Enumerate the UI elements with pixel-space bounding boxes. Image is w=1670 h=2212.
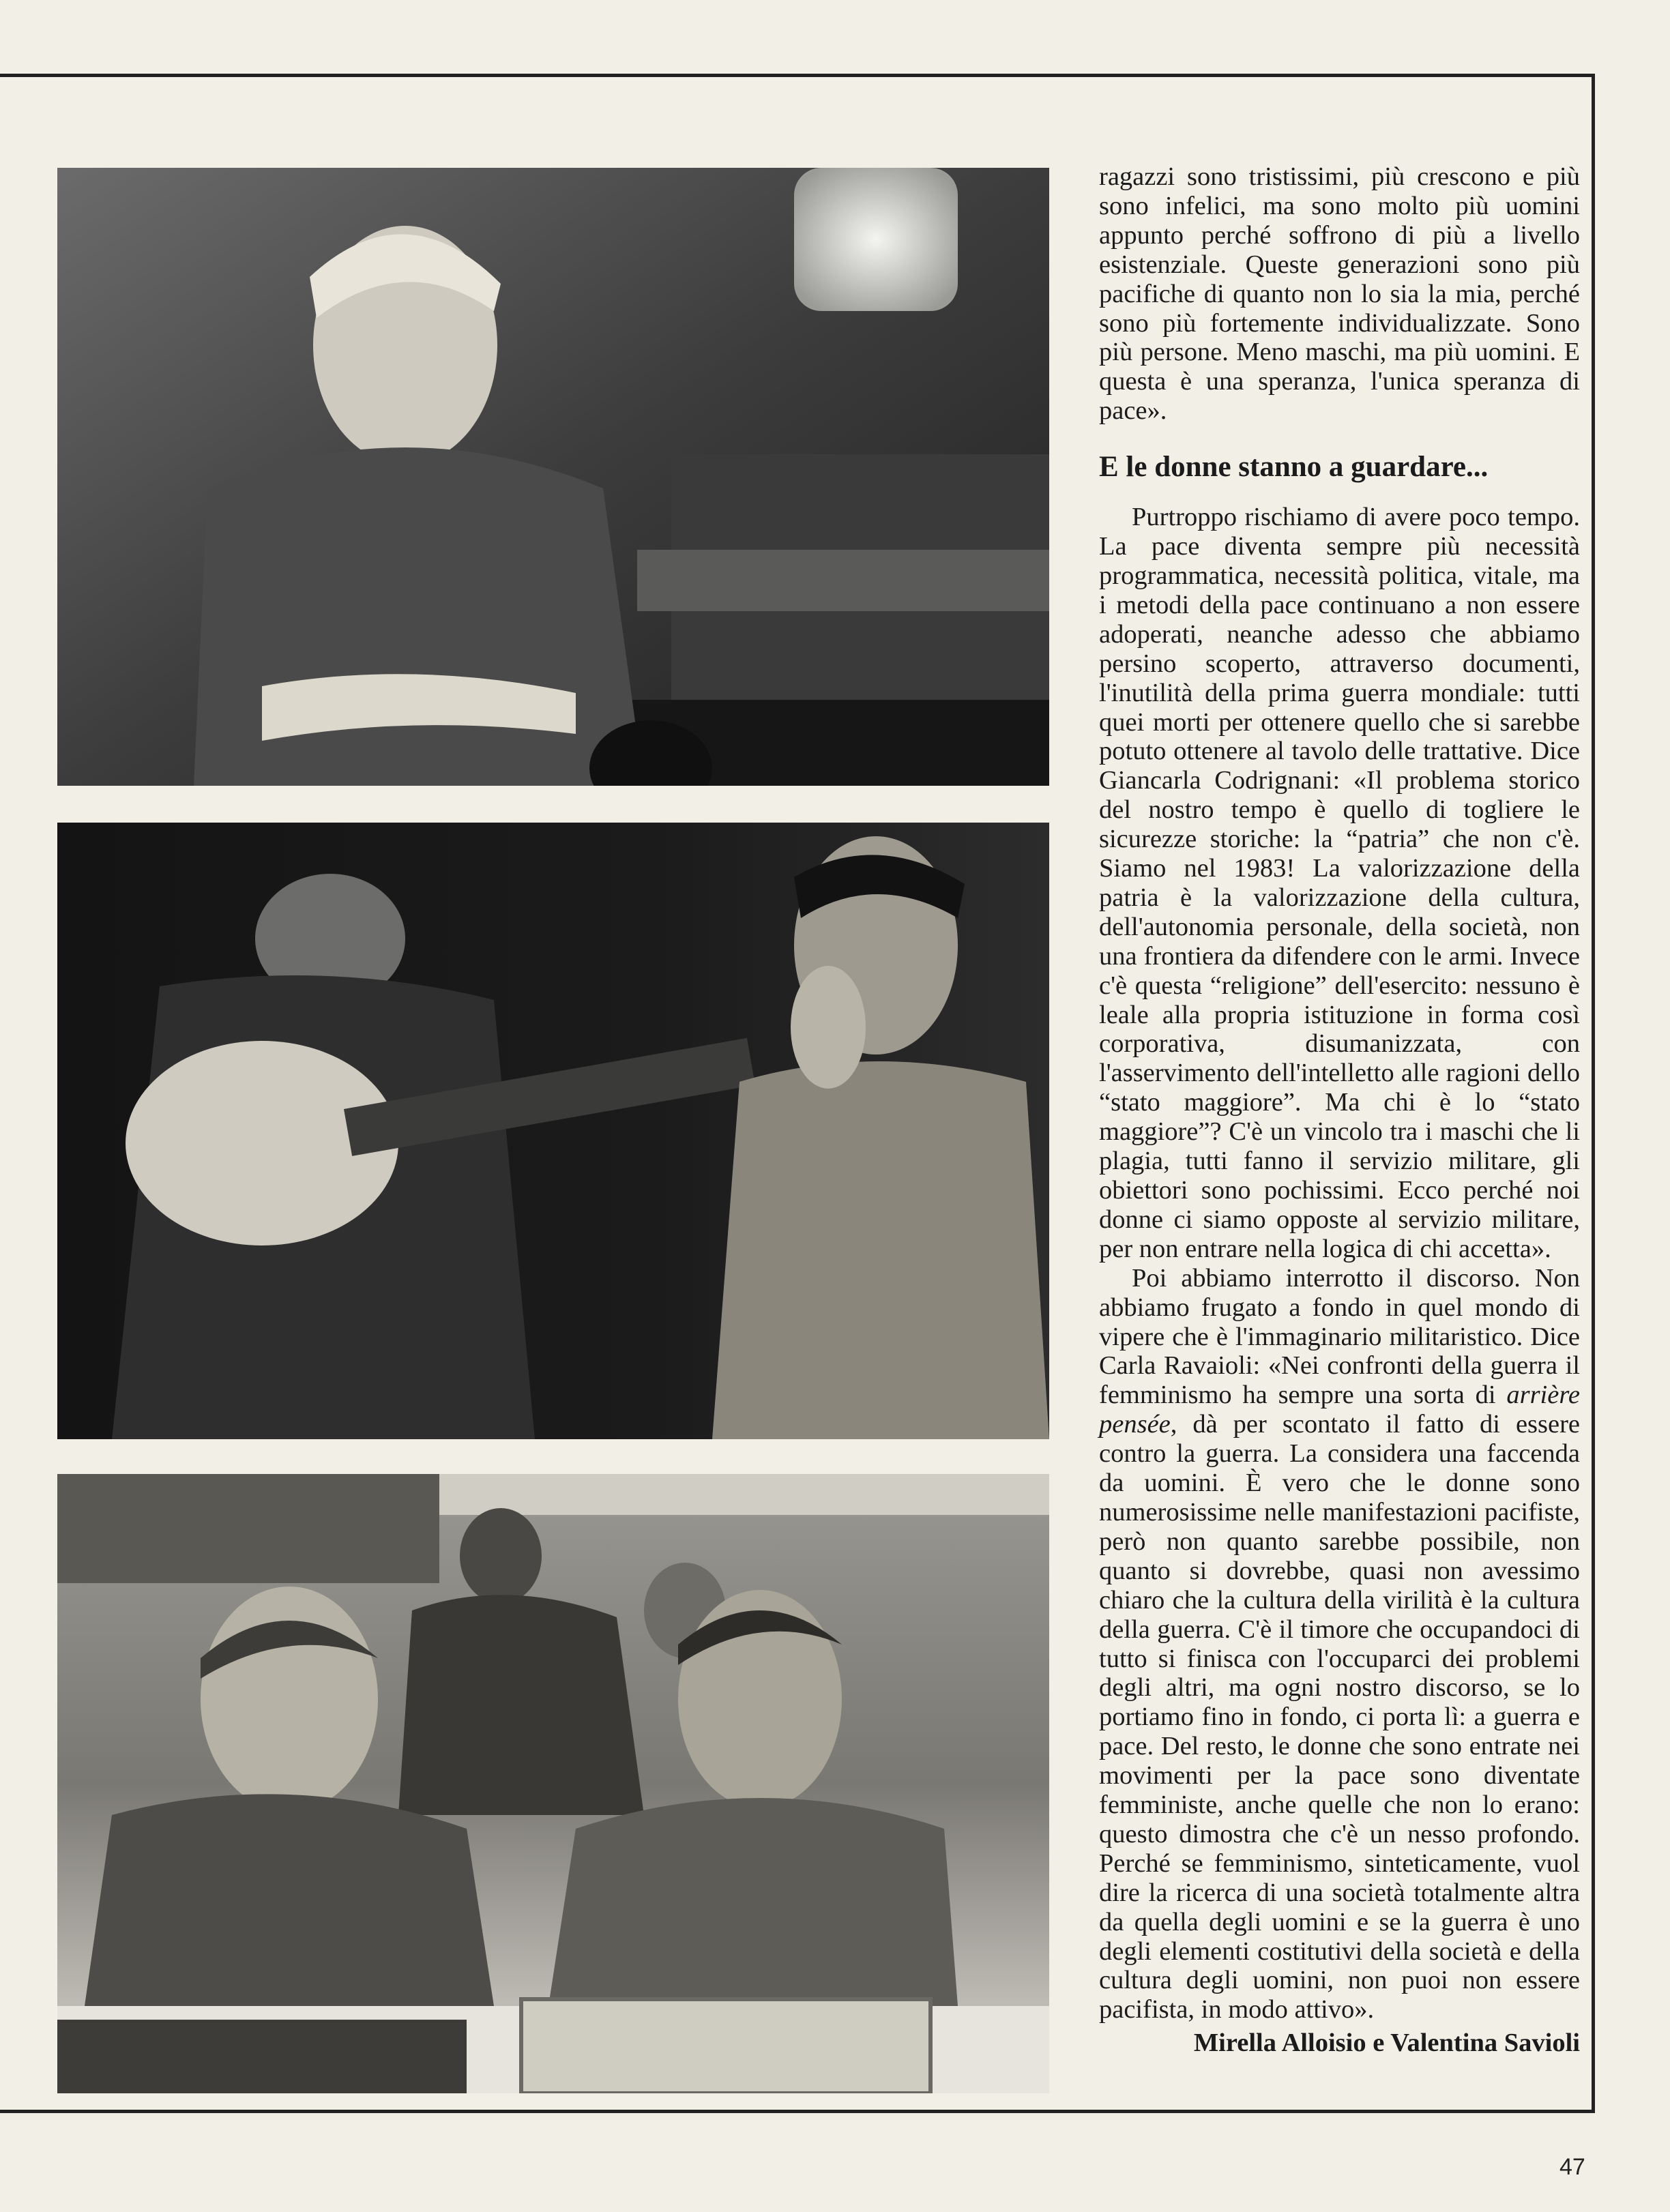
article-italic-phrase: arrière pensée — [1099, 1381, 1580, 1439]
article-text-run: , dà per scontato il fatto di essere contro la guerra. La considera una faccenda da uomini. È vero che le donne sono numerosissime nelle manifestazioni pacifiste, però non quanto sarebbe possibile, non quanto si dovrebbe, quasi non avessimo chiaro che la cultura della virilità è la cultura della guerra. C'è il timore che occupandoci di tutto si finisca con l'occuparci dei problemi degli altri, ma ogni nostro discorso, se lo portiamo fino in fondo, ci porta lì: a guerra e pace. Del resto, le donne che sono entrate nei movimenti per la pace sono diventate femministe, anche quelle che non lo erano: questo dimostra che c'è un nesso profondo. Perché se femminismo, sinteticamente, vuol dire la ricerca di una società totalmente altra da quella degli uomini e se la guerra è uno degli elementi costitutivi della società e della cultura degli uomini, non puoi non essere pacifista, in modo attivo». — [1099, 1410, 1580, 2024]
article-column — [1099, 162, 1580, 2058]
photo-smiling-soldier — [57, 168, 1049, 786]
article-subheading: E le donne stanno a guardare... — [1099, 451, 1489, 484]
right-rule — [1592, 74, 1595, 2113]
article-text-run: Poi abbiamo interrotto il discorso. Non abbiamo frugato a fondo in quel mondo di vipere che è l'immaginario militaristico. Dice Carla Ravaioli: «Nei confronti della guerra il femminismo ha sempre una sorta di — [1099, 1263, 1580, 1410]
article-paragraph — [1099, 1264, 1580, 2025]
page-number: 47 — [1559, 2154, 1585, 2180]
top-rule — [0, 74, 1595, 77]
photo-guitar-and-smoker — [57, 823, 1049, 1439]
photo-soldiers-at-mess — [57, 1474, 1049, 2093]
article-signature: Mirella Alloisio e Valentina Savioli — [1193, 2029, 1580, 2058]
article-paragraph-continued: ragazzi sono tristissimi, più crescono e più sono infelici, ma sono molto più uomini appunto perché soffrono di più a livello esistenziale. Queste generazioni sono più pacifiche di quanto non lo sia la mia, perché sono più fortemente individualizzate. Sono più persone. Meno maschi, ma più uomini. E questa è una speranza, l'unica speranza di pace». — [1099, 162, 1580, 426]
article-paragraph: Purtroppo rischiamo di avere poco tempo. La pace diventa sempre più necessità programmatica, necessità politica, vitale, ma i metodi della pace continuano a non essere adoperati, neanche adesso che abbiamo persino scoperto, attraverso documenti, l'inutilità della prima guerra mondiale: tutti quei morti per ottenere quello che si sarebbe potuto ottenere al tavolo delle trattative. Dice Giancarla Codrignani: «Il problema storico del nostro tempo è quello di togliere le sicurezze storiche: la “patria” che non c'è. Siamo nel 1983! La valorizzazione della patria è la valorizzazione della cultura, dell'autonomia personale, della società, non una frontiera da difendere con le armi. Invece c'è questa “religione” dell'esercito: nessuno è leale alla propria istituzione in forma così corporativa, disumanizzata, con l'asservimento dell'intelletto alle ragioni dello “stato maggiore”. Ma chi è lo “stato maggiore”? C'è un vincolo tra i maschi che li plagia, tutti fanno il servizio militare, gli obiettori sono pochissimi. Ecco perché noi donne ci siamo opposte al servizio militare, per non entrare nella logica di chi accetta». — [1099, 503, 1580, 1263]
bottom-rule — [0, 2110, 1595, 2113]
